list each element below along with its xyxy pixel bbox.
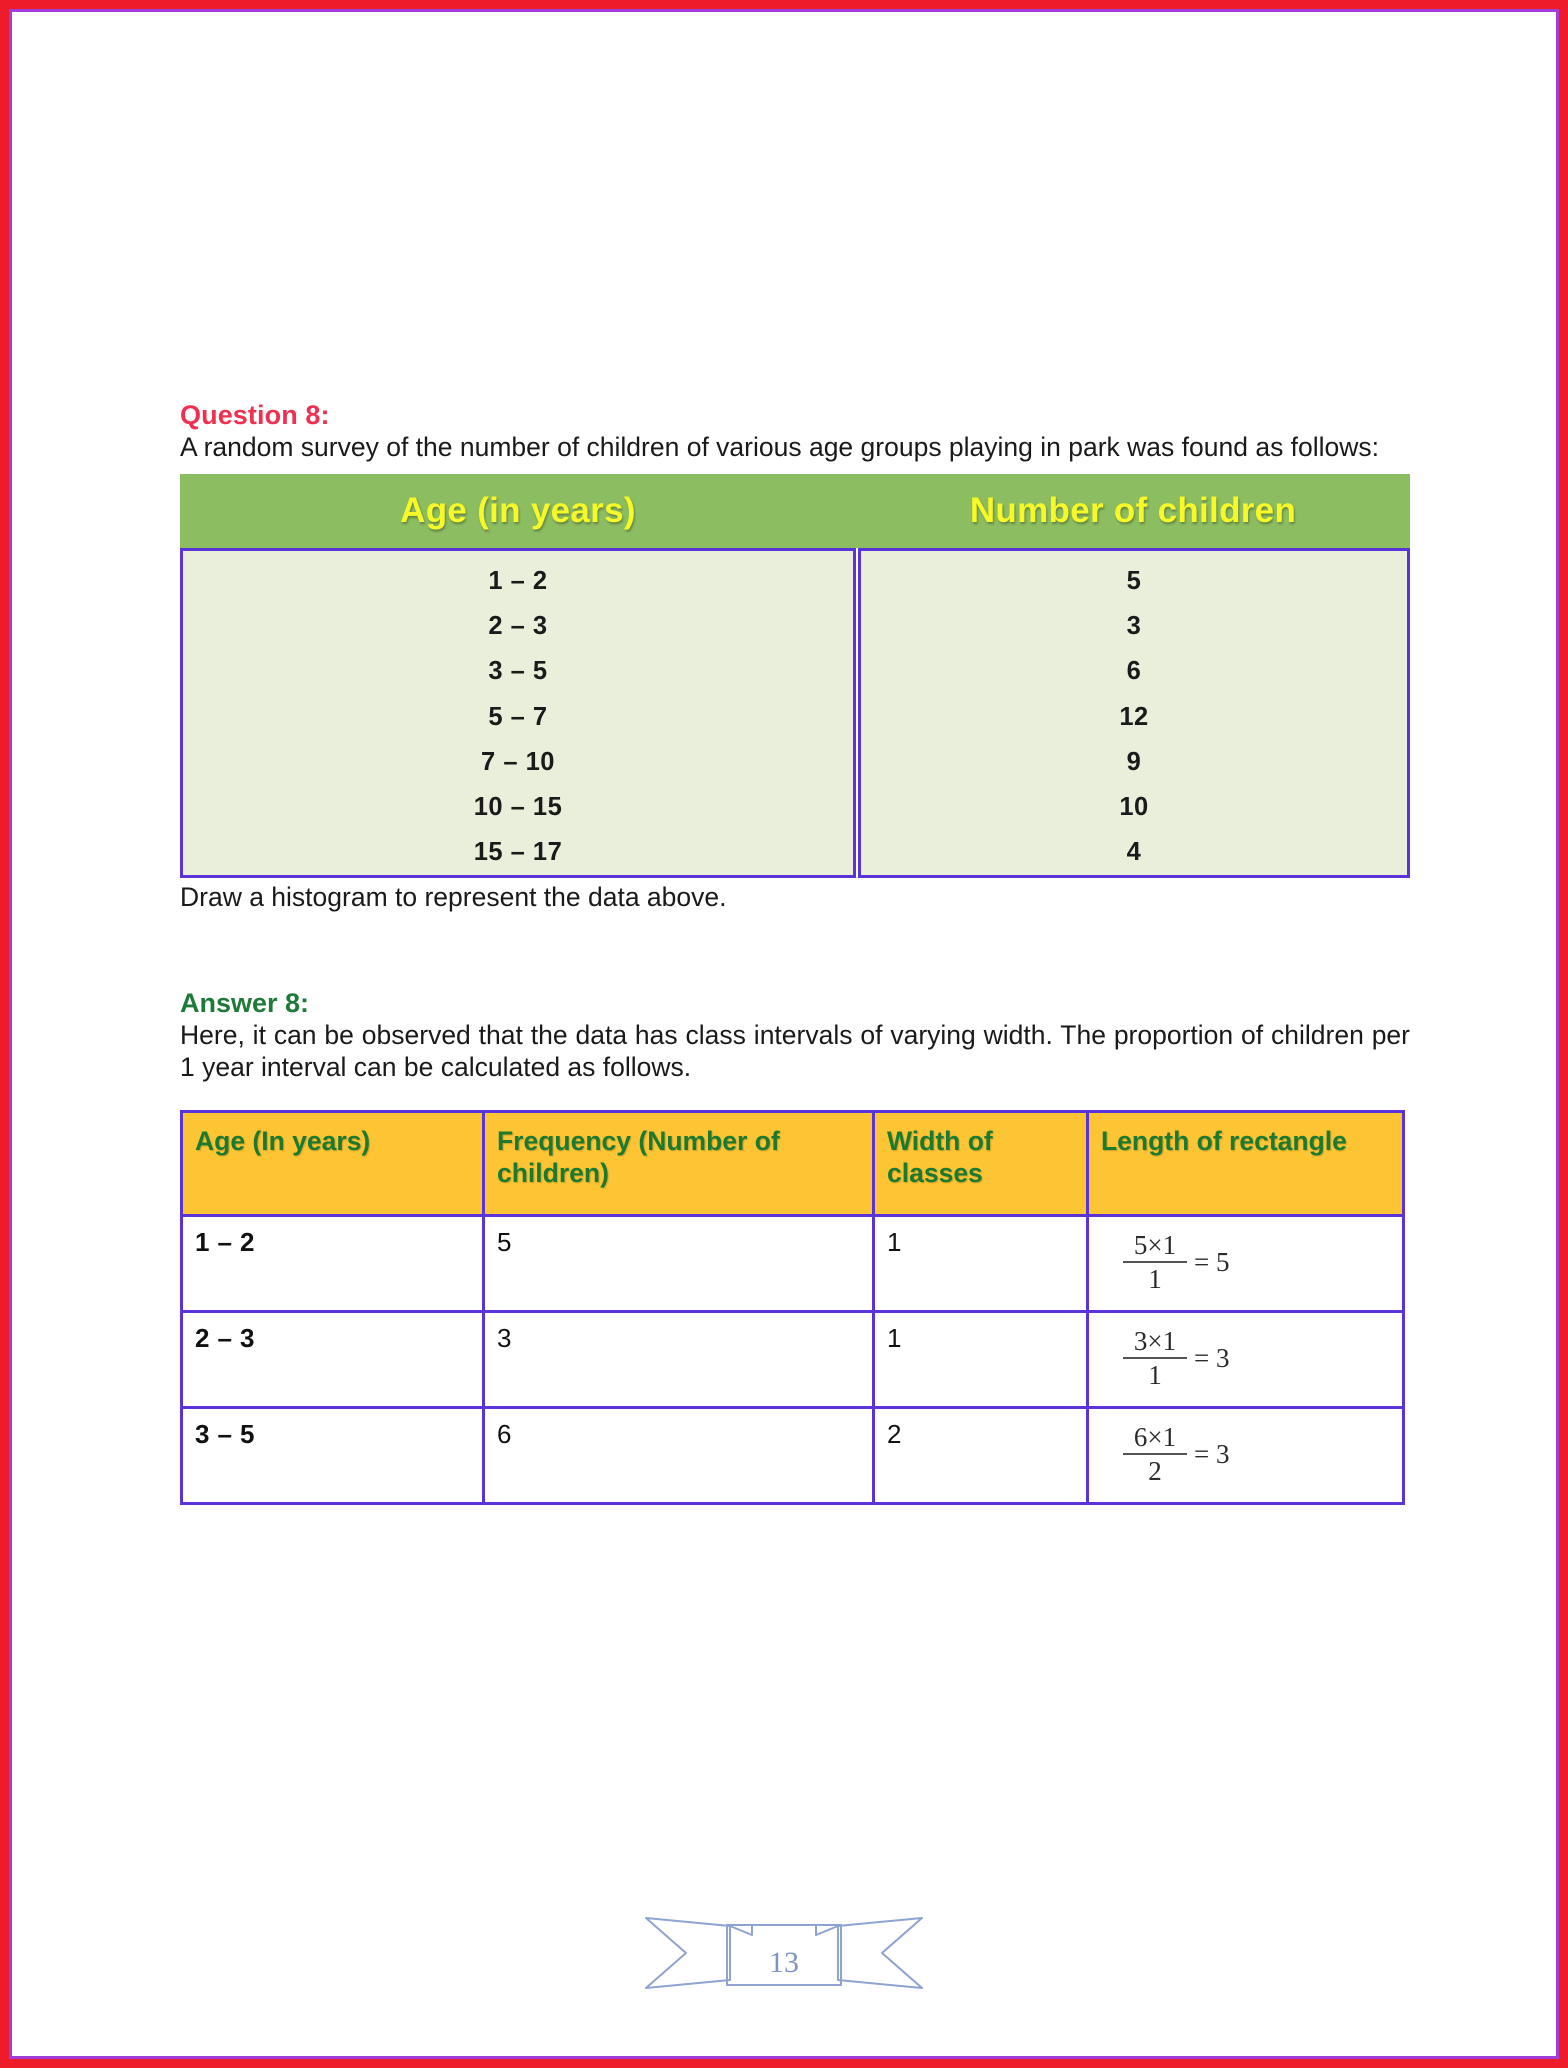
fraction-expression bbox=[1123, 1231, 1229, 1294]
survey-column-children bbox=[858, 548, 1410, 878]
fraction-numerator: 3×1 bbox=[1133, 1325, 1177, 1356]
calc-cell-age: 1 – 2 bbox=[182, 1215, 484, 1311]
table-row: 3 – 5 bbox=[488, 657, 548, 686]
fraction-denominator: 1 bbox=[1148, 1360, 1162, 1390]
table-row: 15 – 17 bbox=[473, 837, 563, 866]
survey-table bbox=[180, 474, 1410, 878]
table-row: 5 – 7 bbox=[488, 702, 548, 731]
table-row: 9 bbox=[1126, 747, 1142, 776]
table-row bbox=[182, 1311, 1404, 1407]
fraction bbox=[1123, 1231, 1187, 1294]
fraction-numerator: 6×1 bbox=[1133, 1421, 1177, 1452]
table-row bbox=[182, 1407, 1404, 1503]
page-number: 13 bbox=[769, 1946, 799, 1979]
question-label: Question 8: bbox=[180, 400, 330, 430]
fraction-result: = 3 bbox=[1194, 1342, 1230, 1373]
table-row: 5 bbox=[1126, 567, 1142, 596]
fraction-expression bbox=[1123, 1423, 1229, 1486]
fraction-denominator: 2 bbox=[1148, 1456, 1162, 1486]
table-row: 1 – 2 bbox=[488, 567, 548, 596]
fraction-expression bbox=[1123, 1327, 1229, 1390]
survey-table-body bbox=[180, 548, 1410, 878]
question-caption: Draw a histogram to represent the data above. bbox=[180, 882, 727, 913]
table-row: 10 bbox=[1119, 792, 1149, 821]
table-row bbox=[182, 1215, 1404, 1311]
calc-cell-frequency: 5 bbox=[484, 1215, 874, 1311]
survey-header-children: Number of children bbox=[969, 491, 1297, 531]
calc-cell-length bbox=[1088, 1215, 1404, 1311]
calc-cell-age: 3 – 5 bbox=[182, 1407, 484, 1503]
calc-cell-width: 1 bbox=[874, 1311, 1088, 1407]
ribbon-banner bbox=[634, 1900, 934, 2006]
table-row: 4 bbox=[1126, 837, 1142, 866]
survey-header-age: Age (in years) bbox=[400, 491, 636, 531]
table-row: 6 bbox=[1126, 657, 1142, 686]
table-row: 12 bbox=[1119, 702, 1149, 731]
calc-cell-length bbox=[1088, 1311, 1404, 1407]
table-row: 10 – 15 bbox=[473, 792, 563, 821]
fraction bbox=[1123, 1327, 1187, 1390]
question-text: A random survey of the number of children of various age groups playing in park was found as follows: bbox=[180, 432, 1380, 463]
calculation-table bbox=[180, 1110, 1405, 1505]
fraction-result: = 3 bbox=[1194, 1438, 1230, 1469]
calc-cell-frequency: 6 bbox=[484, 1407, 874, 1503]
calculation-table-header-row bbox=[182, 1111, 1404, 1215]
fraction-numerator: 5×1 bbox=[1133, 1229, 1177, 1260]
calc-header-frequency: Frequency (Number of children) bbox=[484, 1111, 874, 1215]
calc-cell-age: 2 – 3 bbox=[182, 1311, 484, 1407]
fraction-result: = 5 bbox=[1194, 1246, 1230, 1277]
table-row: 2 – 3 bbox=[488, 612, 548, 641]
table-row: 7 – 10 bbox=[481, 747, 555, 776]
answer-label: Answer 8: bbox=[180, 987, 310, 1018]
page-footer bbox=[0, 1900, 1568, 2006]
calc-header-age: Age (In years) bbox=[182, 1111, 484, 1215]
survey-table-header-row bbox=[180, 474, 1410, 548]
fraction bbox=[1123, 1423, 1187, 1486]
calc-header-length: Length of rectangle bbox=[1088, 1111, 1404, 1215]
page-content bbox=[180, 400, 1410, 1505]
fraction-denominator: 1 bbox=[1148, 1264, 1162, 1294]
survey-column-age bbox=[180, 548, 856, 878]
table-row: 3 bbox=[1126, 612, 1142, 641]
calc-cell-width: 1 bbox=[874, 1215, 1088, 1311]
answer-text: Here, it can be observed that the data has class intervals of varying width. The proportion of children per 1 year interval can be calculated as follows. bbox=[180, 1020, 1410, 1082]
calc-cell-length bbox=[1088, 1407, 1404, 1503]
calc-cell-width: 2 bbox=[874, 1407, 1088, 1503]
calc-header-width: Width of classes bbox=[874, 1111, 1088, 1215]
calc-cell-frequency: 3 bbox=[484, 1311, 874, 1407]
